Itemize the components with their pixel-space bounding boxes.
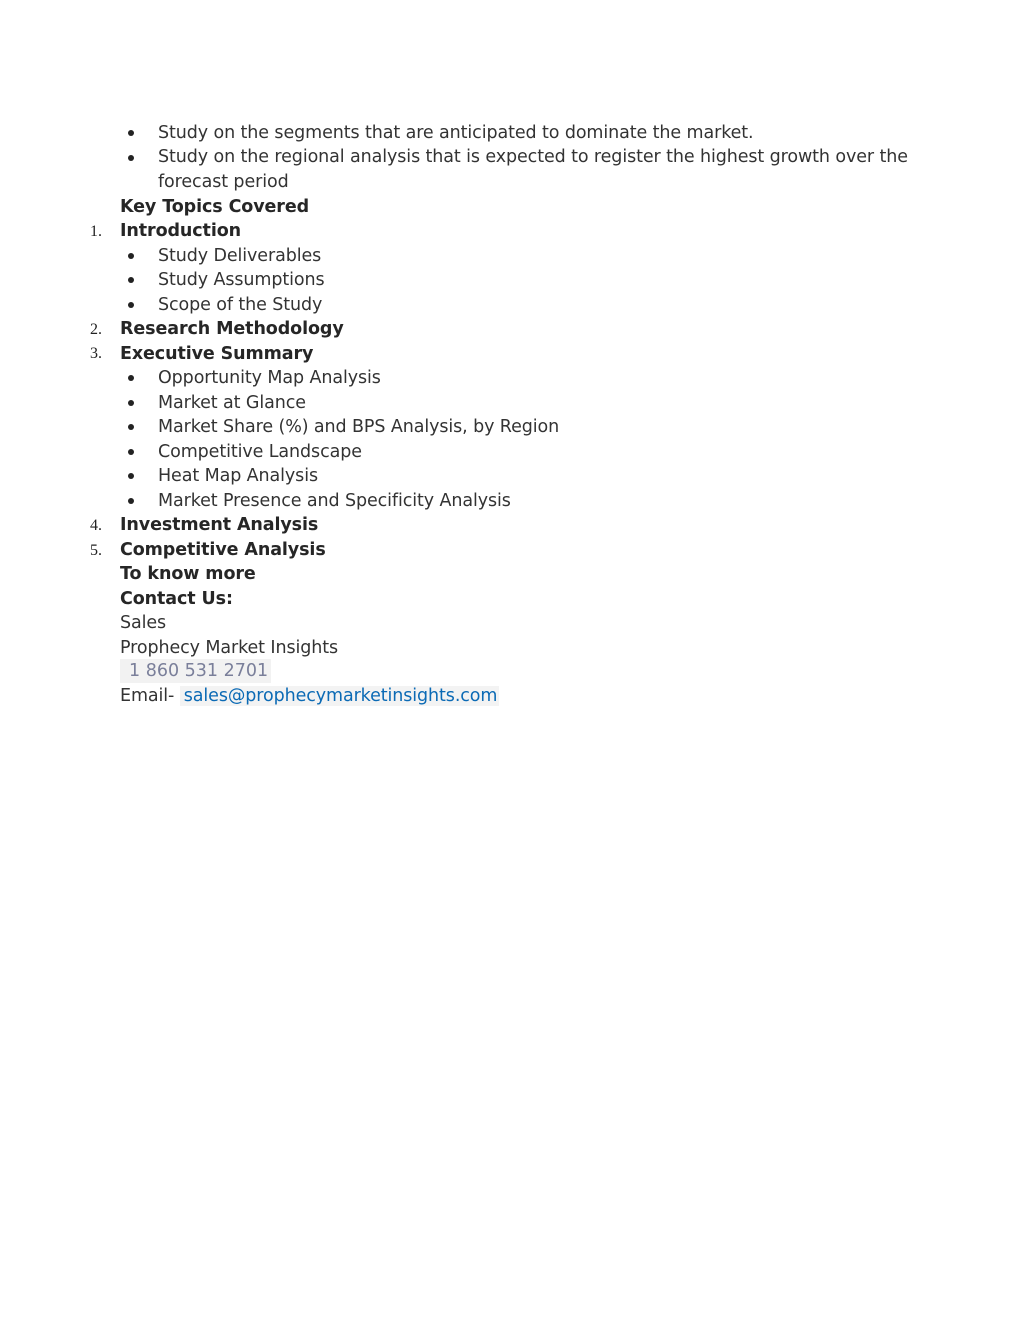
bullet-icon xyxy=(128,277,134,283)
bullet-icon xyxy=(128,302,134,308)
bullet-icon xyxy=(128,253,134,259)
contact-phone: 1 860 531 2701 xyxy=(120,659,271,683)
bullet-icon xyxy=(128,375,134,381)
list-item: Opportunity Map Analysis xyxy=(158,368,381,388)
section-title-research-methodology: Research Methodology xyxy=(120,319,344,339)
bullet-icon xyxy=(128,424,134,430)
section-number: 4. xyxy=(90,517,102,534)
list-item: Market at Glance xyxy=(158,393,306,413)
list-item: Heat Map Analysis xyxy=(158,466,318,486)
contact-us-heading: Contact Us: xyxy=(120,589,233,609)
list-item: Scope of the Study xyxy=(158,295,323,315)
list-item: Study Deliverables xyxy=(158,246,322,266)
bullet-icon xyxy=(128,400,134,406)
section-title-investment-analysis: Investment Analysis xyxy=(120,515,319,535)
section-number: 3. xyxy=(90,345,102,362)
intro-bullet-1: Study on the segments that are anticipated to dominate the market. xyxy=(158,123,754,143)
key-topics-heading: Key Topics Covered xyxy=(120,197,310,217)
section-title-competitive-analysis: Competitive Analysis xyxy=(120,540,326,560)
section-title-executive-summary: Executive Summary xyxy=(120,344,314,364)
contact-department: Sales xyxy=(120,613,167,633)
section-number: 5. xyxy=(90,542,102,559)
bullet-icon xyxy=(128,130,134,136)
bullet-icon xyxy=(128,498,134,504)
contact-company: Prophecy Market Insights xyxy=(120,638,338,658)
list-item: Market Presence and Specificity Analysis xyxy=(158,491,511,511)
list-item: Study Assumptions xyxy=(158,270,325,290)
email-link[interactable]: sales@prophecymarketinsights.com xyxy=(180,686,500,706)
email-label: Email- xyxy=(120,686,175,706)
section-number: 2. xyxy=(90,321,102,338)
list-item: Market Share (%) and BPS Analysis, by Region xyxy=(158,417,560,437)
intro-bullet-2-continued: forecast period xyxy=(158,172,289,192)
know-more-heading: To know more xyxy=(120,564,256,584)
contact-email-row xyxy=(120,684,499,708)
bullet-icon xyxy=(128,155,134,161)
bullet-icon xyxy=(128,449,134,455)
section-number: 1. xyxy=(90,223,102,240)
intro-bullet-2: Study on the regional analysis that is expected to register the highest growth over the xyxy=(158,147,908,167)
section-title-introduction: Introduction xyxy=(120,221,241,241)
bullet-icon xyxy=(128,473,134,479)
list-item: Competitive Landscape xyxy=(158,442,362,462)
